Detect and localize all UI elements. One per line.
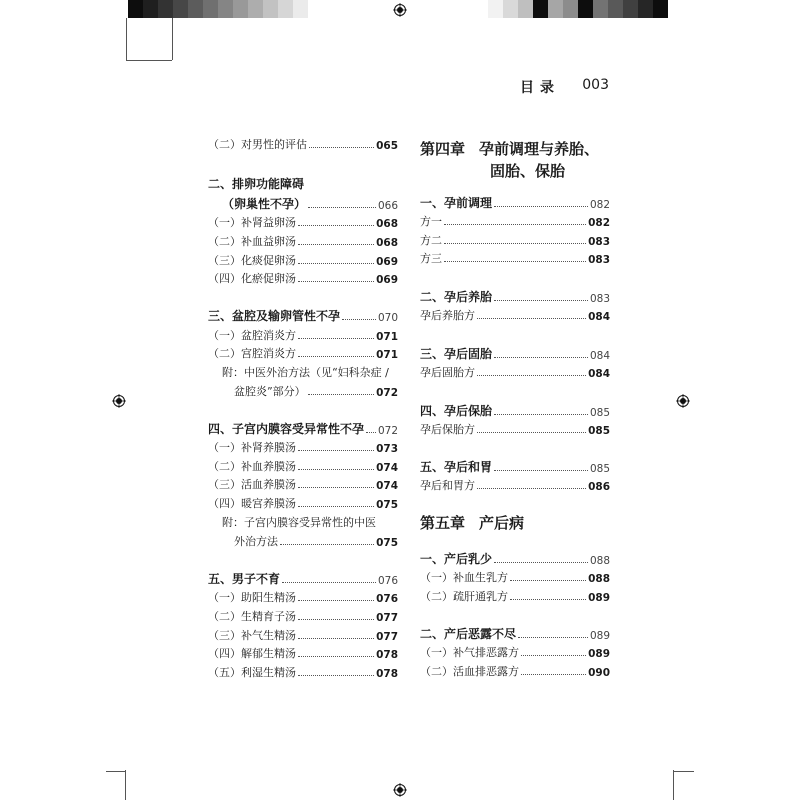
toc-page-number: 071: [376, 331, 398, 343]
toc-page-number: 076: [377, 575, 398, 587]
crop-mark: [125, 770, 126, 800]
toc-entry-label: 补气排恶露方: [453, 646, 519, 659]
dot-leader: [298, 338, 374, 339]
chapter-title: 产后病: [479, 514, 525, 532]
toc-entry-number: （二）: [208, 138, 241, 151]
toc-entry-number: （五）: [208, 666, 241, 679]
color-swatch: [188, 0, 203, 18]
toc-entry: [420, 475, 610, 493]
toc-section-entry: [420, 549, 610, 567]
dot-leader: [280, 544, 374, 545]
toc-entry-number: （二）: [208, 460, 241, 473]
toc-entry-label: 活血排恶露方: [453, 665, 519, 678]
toc-entry-label: 利湿生精汤: [241, 666, 296, 679]
toc-page-number: 073: [376, 443, 398, 455]
toc-entry: [420, 230, 610, 248]
toc-entry-label: 附：子宫内膜容受异常性的中医: [222, 516, 376, 529]
toc-entry-number: （一）: [208, 329, 241, 342]
toc-entry-label: 孕后固胎方: [420, 366, 475, 379]
dot-leader: [521, 655, 586, 656]
toc-entry-label: 五、男子不育: [208, 572, 281, 586]
toc-page-number: 068: [376, 218, 398, 230]
color-swatch: [623, 0, 638, 18]
toc-page-number: 077: [376, 631, 398, 643]
dot-leader: [494, 562, 588, 563]
toc-column-left: [208, 0, 398, 800]
toc-page-number: 076: [376, 593, 398, 605]
toc-section-entry: [420, 344, 610, 362]
toc-entry: [208, 212, 398, 230]
running-head-label: 目录: [520, 80, 560, 96]
toc-column-right: [420, 0, 610, 800]
toc-entry: [420, 586, 610, 604]
toc-entry-label: 三、盆腔及输卵管性不孕: [208, 309, 341, 323]
toc-entry: [420, 642, 610, 660]
toc-entry: [208, 587, 398, 605]
toc-page-number: 084: [588, 311, 610, 323]
dot-leader: [308, 207, 376, 208]
toc-page-number: 085: [588, 425, 610, 437]
toc-entry: [208, 456, 398, 474]
toc-entry-label: 二、排卵功能障碍: [208, 177, 305, 191]
toc-section-entry: [420, 624, 610, 642]
dot-leader: [298, 263, 374, 264]
crop-mark: [674, 771, 694, 772]
toc-entry-label: 助阳生精汤: [241, 591, 296, 604]
toc-entry: [420, 305, 610, 323]
toc-page-number: 088: [588, 573, 610, 585]
toc-page-number: 088: [589, 555, 610, 567]
toc-entry-label: （卵巢性不孕）: [222, 197, 307, 211]
dot-leader: [477, 375, 586, 376]
chapter-number: 第四章: [420, 140, 466, 158]
toc-section-entry: [420, 193, 610, 211]
crop-mark: [126, 18, 127, 60]
toc-page-number: 089: [588, 592, 610, 604]
dot-leader: [494, 470, 588, 471]
toc-page-number: 075: [376, 499, 398, 511]
dot-leader: [298, 450, 374, 451]
dot-leader: [298, 469, 374, 470]
dot-leader: [510, 580, 586, 581]
toc-section-entry: [420, 457, 610, 475]
crop-mark: [126, 60, 172, 61]
crop-mark: [106, 771, 126, 772]
toc-entry-number: （二）: [420, 665, 453, 678]
toc-entry-number: （四）: [208, 497, 241, 510]
toc-entry: [208, 474, 398, 492]
crop-mark: [673, 770, 674, 800]
toc-page-number: 075: [376, 537, 398, 549]
dot-leader: [494, 300, 588, 301]
color-swatch: [158, 0, 173, 18]
toc-page-number: 072: [377, 425, 398, 437]
toc-entry-number: （二）: [208, 235, 241, 248]
toc-entry-label: 生精育子汤: [241, 610, 296, 623]
chapter-heading: [420, 512, 610, 533]
toc-entry-label: 活血养膜汤: [241, 478, 296, 491]
toc-note-entry-continued: [208, 381, 398, 399]
toc-page-number: 082: [589, 199, 610, 211]
toc-section-entry: [208, 174, 398, 192]
toc-entry-number: （一）: [420, 571, 453, 584]
dot-leader: [298, 506, 374, 507]
toc-section-entry: [208, 306, 398, 324]
color-swatch: [173, 0, 188, 18]
dot-leader: [298, 244, 374, 245]
toc-entry-label: 解郁生精汤: [241, 647, 296, 660]
toc-page-number: 082: [588, 217, 610, 229]
toc-entry-number: （二）: [420, 590, 453, 603]
toc-entry-label: 盆腔消炎方: [241, 329, 296, 342]
toc-page-number: 084: [588, 368, 610, 380]
toc-entry-number: （四）: [208, 647, 241, 660]
toc-entry: [208, 134, 398, 152]
dot-leader: [298, 656, 374, 657]
toc-entry: [420, 661, 610, 679]
dot-leader: [298, 356, 374, 357]
chapter-number: 第五章: [420, 514, 466, 532]
toc-entry-number: （三）: [208, 254, 241, 267]
dot-leader: [298, 600, 374, 601]
chapter-title-continued: 固胎、保胎: [490, 162, 566, 180]
dot-leader: [521, 674, 586, 675]
toc-page-number: 089: [589, 630, 610, 642]
toc-entry-label: 二、产后恶露不尽: [420, 627, 517, 641]
dot-leader: [298, 487, 374, 488]
toc-entry-label: 对男性的评估: [241, 138, 307, 151]
toc-page-number: 084: [589, 350, 610, 362]
dot-leader: [477, 432, 586, 433]
toc-entry-number: （二）: [208, 347, 241, 360]
toc-entry-label: 外治方法: [234, 535, 278, 548]
toc-note-entry-continued: [208, 531, 398, 549]
toc-entry-label: 二、孕后养胎: [420, 290, 493, 304]
toc-entry-label: 化瘀促卵汤: [241, 272, 296, 285]
toc-entry: [208, 231, 398, 249]
toc-entry-label: 补血生乳方: [453, 571, 508, 584]
dot-leader: [298, 281, 374, 282]
toc-page-number: 086: [588, 481, 610, 493]
toc-section-entry-continued: [208, 194, 398, 212]
toc-page-number: 069: [376, 274, 398, 286]
running-head-page-number: 003: [582, 77, 609, 93]
dot-leader: [444, 243, 586, 244]
toc-page-number: 074: [376, 480, 398, 492]
toc-entry-label: 宫腔消炎方: [241, 347, 296, 360]
toc-entry-number: （一）: [208, 591, 241, 604]
toc-page-number: 083: [589, 293, 610, 305]
toc-entry-label: 补血养膜汤: [241, 460, 296, 473]
toc-page-number: 078: [376, 668, 398, 680]
toc-entry-label: 暖宫养膜汤: [241, 497, 296, 510]
dot-leader: [494, 414, 588, 415]
toc-entry-label: 孕后和胃方: [420, 479, 475, 492]
toc-page-number: 068: [376, 237, 398, 249]
dot-leader: [298, 619, 374, 620]
toc-section-entry: [420, 287, 610, 305]
toc-entry: [208, 643, 398, 661]
dot-leader: [444, 261, 586, 262]
toc-page-number: 071: [376, 349, 398, 361]
dot-leader: [444, 224, 586, 225]
toc-entry-number: （一）: [208, 441, 241, 454]
toc-page-number: 077: [376, 612, 398, 624]
dot-leader: [477, 318, 586, 319]
toc-entry: [208, 437, 398, 455]
registration-mark-icon: [676, 394, 690, 408]
toc-page-number: 083: [588, 236, 610, 248]
toc-page-number: 089: [588, 648, 610, 660]
toc-entry-label: 方三: [420, 252, 442, 265]
color-swatch: [143, 0, 158, 18]
toc-entry-label: 化痰促卵汤: [241, 254, 296, 267]
toc-entry-label: 附：中医外治方法（见“妇科杂症 /: [222, 366, 389, 379]
toc-page-number: 078: [376, 649, 398, 661]
toc-entry-number: （三）: [208, 629, 241, 642]
chapter-title: 孕前调理与养胎、: [479, 140, 600, 158]
chapter-heading-continued: [490, 160, 565, 181]
registration-mark-icon: [112, 394, 126, 408]
dot-leader: [282, 582, 376, 583]
toc-entry: [420, 362, 610, 380]
toc-page-number: 065: [376, 140, 398, 152]
dot-leader: [366, 432, 376, 433]
toc-note-entry: [208, 512, 398, 530]
toc-entry-number: （一）: [208, 216, 241, 229]
toc-entry: [420, 248, 610, 266]
toc-entry: [420, 211, 610, 229]
toc-entry-label: 方一: [420, 215, 442, 228]
dot-leader: [510, 599, 586, 600]
toc-entry-label: 方二: [420, 234, 442, 247]
toc-entry-label: 补气生精汤: [241, 629, 296, 642]
toc-entry-label: 一、产后乳少: [420, 552, 493, 566]
chapter-heading: [420, 138, 610, 159]
toc-page-number: 090: [588, 667, 610, 679]
toc-section-entry: [420, 401, 610, 419]
dot-leader: [298, 225, 374, 226]
toc-entry: [420, 567, 610, 585]
toc-entry: [208, 268, 398, 286]
dot-leader: [518, 637, 588, 638]
dot-leader: [477, 488, 586, 489]
toc-entry: [208, 343, 398, 361]
toc-entry: [208, 625, 398, 643]
toc-section-entry: [208, 569, 398, 587]
toc-entry: [208, 606, 398, 624]
color-swatch: [128, 0, 143, 18]
toc-entry: [420, 419, 610, 437]
toc-entry-number: （二）: [208, 610, 241, 623]
color-swatch: [638, 0, 653, 18]
toc-entry: [208, 250, 398, 268]
toc-entry-label: 孕后养胎方: [420, 309, 475, 322]
toc-entry-label: 一、孕前调理: [420, 196, 493, 210]
toc-entry-label: 四、孕后保胎: [420, 404, 493, 418]
toc-page-number: 072: [376, 387, 398, 399]
toc-note-entry: [208, 362, 398, 380]
toc-entry-number: （三）: [208, 478, 241, 491]
toc-page-number: 066: [377, 200, 398, 212]
toc-page-number: 069: [376, 256, 398, 268]
toc-section-entry: [208, 419, 398, 437]
toc-page-number: 083: [588, 254, 610, 266]
toc-entry-label: 补肾益卵汤: [241, 216, 296, 229]
color-swatch: [653, 0, 668, 18]
toc-entry: [208, 662, 398, 680]
toc-entry-label: 补肾养膜汤: [241, 441, 296, 454]
toc-page-number: 085: [589, 463, 610, 475]
dot-leader: [298, 675, 374, 676]
dot-leader: [308, 394, 374, 395]
toc-entry-label: 盆腔炎”部分）: [234, 385, 306, 398]
dot-leader: [494, 206, 588, 207]
toc-entry-label: 三、孕后固胎: [420, 347, 493, 361]
dot-leader: [298, 638, 374, 639]
toc-entry-label: 孕后保胎方: [420, 423, 475, 436]
dot-leader: [309, 147, 374, 148]
toc-entry-label: 四、子宫内膜容受异常性不孕: [208, 422, 365, 436]
dot-leader: [494, 357, 588, 358]
toc-entry: [208, 325, 398, 343]
toc-entry-number: （四）: [208, 272, 241, 285]
toc-entry-label: 疏肝通乳方: [453, 590, 508, 603]
crop-mark: [172, 18, 173, 60]
toc-page-number: 074: [376, 462, 398, 474]
toc-page-number: 070: [377, 312, 398, 324]
toc-entry-label: 五、孕后和胃: [420, 460, 493, 474]
toc-entry-label: 补血益卵汤: [241, 235, 296, 248]
toc-entry: [208, 493, 398, 511]
color-swatch: [608, 0, 623, 18]
toc-page-number: 085: [589, 407, 610, 419]
toc-entry-number: （一）: [420, 646, 453, 659]
dot-leader: [342, 319, 376, 320]
